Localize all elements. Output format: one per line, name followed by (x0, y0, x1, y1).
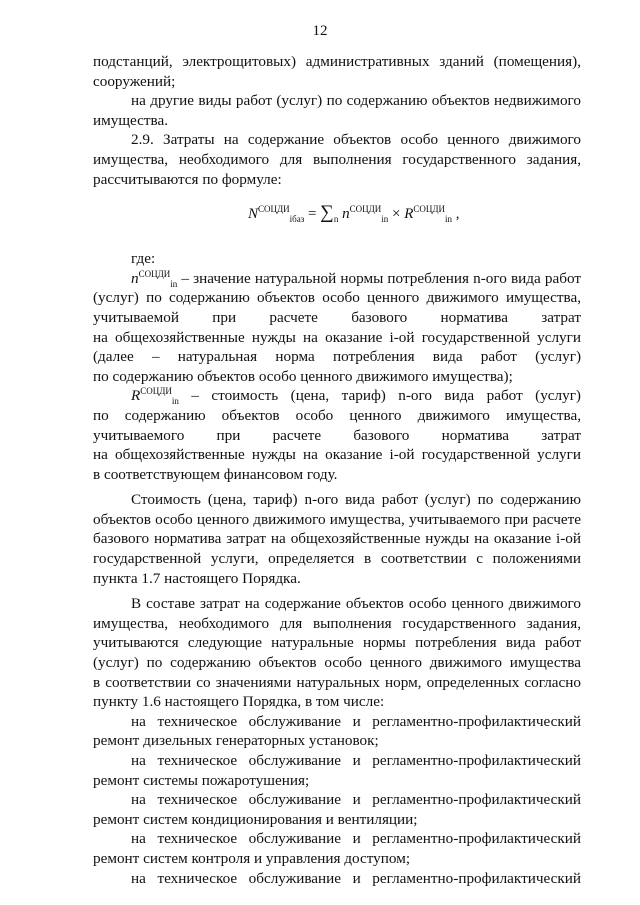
formula-sub: in (170, 278, 178, 289)
text-line: В составе затрат на содержание объектов особо ценного движимого (131, 595, 581, 613)
symbol-r: R (131, 387, 141, 405)
text-line: сооружений; (93, 72, 176, 90)
text-line: Стоимость (цена, тариф) n-ого вида работ (услуг) по содержанию (131, 491, 581, 509)
text-line: на общехозяйственные нужды на оказание i-ой государственной услуги (93, 328, 581, 346)
formula-comma: , (455, 206, 460, 223)
text-line: пункту 1.6 настоящего Порядка, в том числе: (93, 693, 385, 711)
formula-sub: in (381, 214, 389, 225)
formula-sub: n (333, 214, 339, 225)
formula-n: n (342, 206, 350, 223)
text-line: (услуг) по содержанию объектов особо ценного движимого имущества (93, 654, 581, 672)
formula-sup: СОЦДИ (258, 204, 290, 215)
definition-r (93, 386, 581, 406)
list-item: на техническое обслуживание и регламентно-профилактический (131, 791, 581, 809)
page-number: 12 (312, 23, 328, 39)
formula-sub: in (171, 396, 179, 407)
list-item-cont: ремонт систем контроля и управления доступом; (93, 849, 411, 867)
text-line: учитываются следующие натуральные нормы потребления вида работ (93, 634, 581, 652)
text-line: рассчитываются по формуле: (93, 170, 282, 188)
section-2-9-heading: 2.9. Затраты на содержание объектов особо ценного движимого (131, 131, 581, 149)
text-line: по содержанию объектов особо ценного движимого имущества, (93, 406, 581, 424)
text-line: объектов особо ценного движимого имущества, учитываемого при расчете (93, 510, 581, 528)
text-line: на общехозяйственные нужды на оказание i-ой государственной услуги (93, 446, 581, 464)
list-item-cont: ремонт системы пожаротушения; (93, 771, 310, 789)
text-line: (далее – натуральная норма потребления вида работ (услуг) (93, 348, 581, 366)
text-line: имущества, необходимого для выполнения государственного задания, (93, 150, 581, 168)
list-item-cont: ремонт систем кондиционирования и вентиляции; (93, 810, 418, 828)
list-item: на техническое обслуживание и регламентно-профилактический (131, 752, 581, 769)
text-line: на другие виды работ (услуг) по содержанию объектов недвижимого (131, 92, 581, 110)
definition-text: – стоимость (цена, тариф) n-ого вида работ (услуг) (178, 387, 581, 405)
text-line: подстанций, электрощитовых) административных зданий (помещения), (93, 53, 581, 70)
text-line: (услуг) по содержанию объектов особо ценного движимого имущества, (93, 289, 581, 307)
list-item: на техническое обслуживание и регламентно-профилактический (131, 712, 581, 730)
formula-times: × (391, 206, 401, 223)
formula-sum: ∑ (320, 202, 334, 224)
text-line: имущества. (93, 111, 169, 129)
symbol-n: n (131, 269, 139, 287)
list-item-cont: ремонт дизельных генераторных установок; (93, 732, 379, 750)
definition-n (93, 269, 581, 289)
formula-sub: in (445, 214, 453, 225)
formula-equals: = (308, 206, 317, 223)
formula-r: R (404, 206, 414, 223)
text-line: в соответствии со значениями натуральных норм, определенных согласно (93, 673, 581, 691)
list-item: на техническое обслуживание и регламентно-профилактический (131, 830, 581, 848)
text-line: пункта 1.7 настоящего Порядка. (93, 569, 301, 587)
text-line: имущества, необходимого для выполнения государственного задания, (93, 614, 581, 632)
list-item: на техническое обслуживание и регламентно-профилактический (131, 869, 581, 887)
formula-sup: СОЦДИ (349, 204, 382, 215)
document-body (93, 52, 581, 888)
formula-sup: СОЦДИ (413, 204, 445, 215)
text-line: в соответствующем финансовом году. (93, 465, 338, 483)
text-line: учитываемой при расчете базового норматива затрат (93, 308, 581, 326)
text-line: государственной услуги, определяется в соответствии с положениями (93, 550, 581, 568)
definition-text: – значение натуральной нормы потребления n-ого вида работ (177, 269, 581, 287)
text-line: базового норматива затрат на общехозяйственные нужды на оказание i-ой (93, 530, 581, 548)
where-label: где: (131, 250, 156, 268)
formula-sub: iбаз (289, 214, 305, 225)
formula (93, 189, 581, 249)
text-line: по содержанию объектов особо ценного движимого имущества); (93, 367, 513, 385)
formula-n-total: N (248, 206, 259, 223)
text-line: учитываемого при расчете базового норматива затрат (93, 426, 581, 444)
formula-sup: СОЦДИ (138, 268, 171, 279)
formula-sup: СОЦДИ (140, 386, 172, 397)
